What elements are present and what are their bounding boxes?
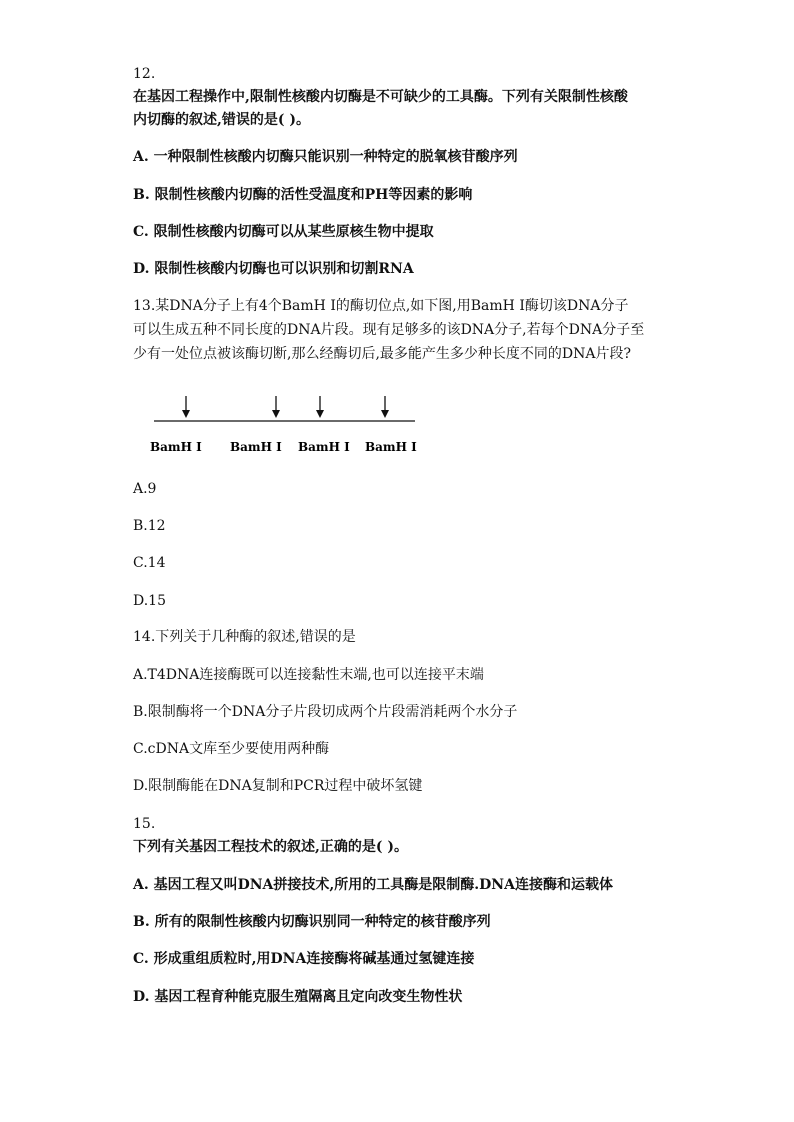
q15-option-d: D. 基因工程育种能克服生殖隔离且定向改变生物性状	[133, 989, 463, 1005]
q15-option-b: B. 所有的限制性核酸内切酶识别同一种特定的核苷酸序列	[133, 914, 491, 930]
q15-stem: 下列有关基因工程技术的叙述,正确的是( )。	[133, 839, 408, 855]
q13-stem-line3: 少有一处位点被该酶切断,那么经酶切后,最多能产生多少种长度不同的DNA片段?	[133, 346, 631, 362]
dna-cut-site-diagram	[148, 393, 428, 463]
cut-site-arrow-1	[182, 396, 190, 418]
q13-option-d: D.15	[133, 593, 166, 609]
q14-stem: 14.下列关于几种酶的叙述,错误的是	[133, 629, 356, 645]
q14-option-b: B.限制酶将一个DNA分子片段切成两个片段需消耗两个水分子	[133, 704, 518, 720]
cut-site-arrow-2	[272, 396, 280, 418]
cut-site-label-1: BamH I	[150, 440, 202, 454]
cut-site-label-2: BamH I	[230, 440, 282, 454]
cut-site-arrow-3	[316, 396, 324, 418]
q14-option-a: A.T4DNA连接酶既可以连接黏性末端,也可以连接平末端	[133, 667, 484, 683]
q13-option-c: C.14	[133, 555, 166, 571]
cut-site-arrow-4	[381, 396, 389, 418]
q15-option-a: A. 基因工程又叫DNA拼接技术,所用的工具酶是限制酶.DNA连接酶和运载体	[133, 877, 613, 893]
q12-option-c: C. 限制性核酸内切酶可以从某些原核生物中提取	[133, 224, 434, 240]
q14-option-d: D.限制酶能在DNA复制和PCR过程中破坏氢键	[133, 778, 423, 794]
q12-option-d: D. 限制性核酸内切酶也可以识别和切割RNA	[133, 261, 414, 277]
q15-number: 15.	[133, 816, 156, 832]
q13-stem-line2: 可以生成五种不同长度的DNA片段。现有足够多的该DNA分子,若每个DNA分子至	[133, 322, 645, 338]
q14-option-c: C.cDNA文库至少要使用两种酶	[133, 741, 330, 757]
cut-site-label-4: BamH I	[365, 440, 417, 454]
q12-option-b: B. 限制性核酸内切酶的活性受温度和PH等因素的影响	[133, 187, 473, 203]
q12-option-a: A. 一种限制性核酸内切酶只能识别一种特定的脱氧核苷酸序列	[133, 149, 518, 165]
q13-option-a: A.9	[133, 481, 157, 497]
q13-option-b: B.12	[133, 518, 166, 534]
cut-site-label-3: BamH I	[298, 440, 350, 454]
q13-stem-line1: 13.某DNA分子上有4个BamH I的酶切位点,如下图,用BamH I酶切该DNA分子	[133, 298, 629, 314]
q12-stem-line2: 内切酶的叙述,错误的是( )。	[133, 112, 310, 128]
q12-stem-line1: 在基因工程操作中,限制性核酸内切酶是不可缺少的工具酶。下列有关限制性核酸	[133, 89, 628, 105]
q12-number: 12.	[133, 66, 156, 82]
q15-option-c: C. 形成重组质粒时,用DNA连接酶将碱基通过氢键连接	[133, 951, 475, 967]
